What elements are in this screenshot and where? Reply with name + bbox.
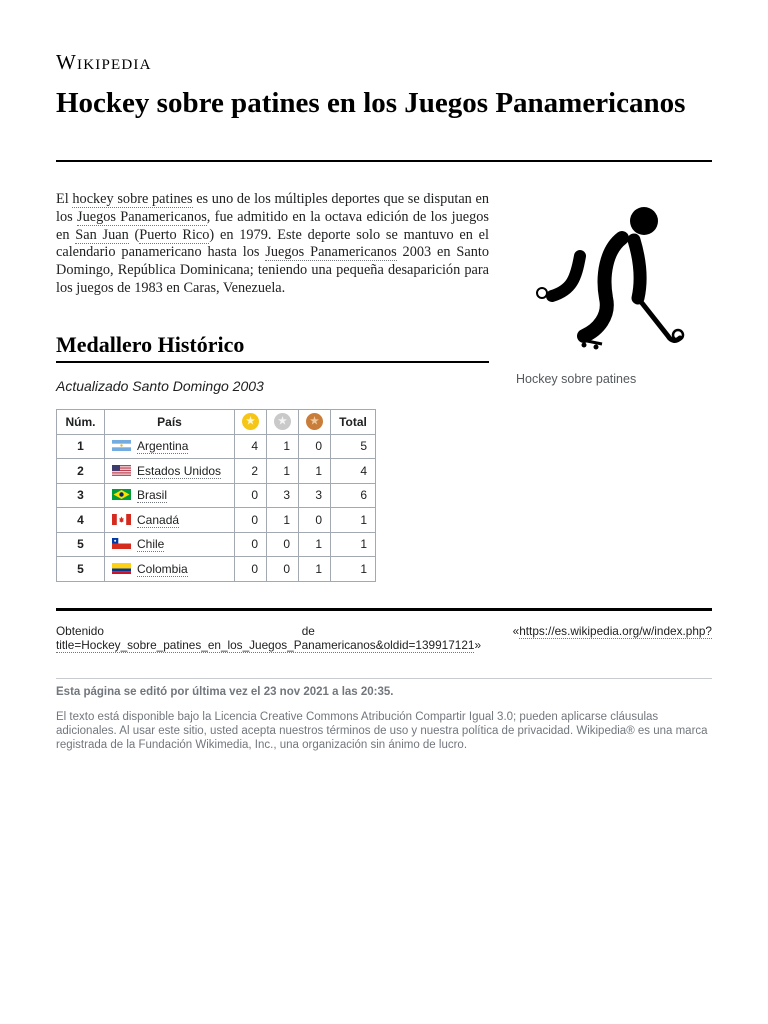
bronze-count-cell: 0 [299, 508, 331, 533]
silver-count-cell: 3 [267, 483, 299, 508]
permanent-link-part1[interactable]: https://es.wikipedia.org/w/index.php? [519, 624, 712, 638]
last-edited-note: Esta página se editó por última vez el 23 nov 2021 a las 20:35. [56, 686, 394, 698]
gold-count-cell: 0 [235, 557, 267, 582]
header-total: Total [331, 410, 376, 435]
rank-cell: 2 [57, 459, 105, 484]
footer-divider [56, 608, 712, 611]
link-juegos-panamericanos[interactable]: Juegos Panamericanos [77, 208, 207, 225]
rank-cell: 1 [57, 434, 105, 459]
permanent-link-part2[interactable]: title=Hockey_sobre_patines_en_los_Juegos_Panamericanos&oldid=139917121 [56, 638, 475, 652]
intro-paragraph: El hockey sobre patines es uno de los múltiples deportes que se disputan en los Juegos Panamericanos, fue admitido en la octava edición de los juegos en San Juan (Puerto Rico) en 1979. Este deporte solo se mantuvo en el calendario panamericano hasta los Juegos Panamericanos 2003 en Santo Domingo, República Dominicana; teniendo una pequeña desaparición para los juegos de 1983 en Caras, Venezuela. [56, 191, 490, 296]
canada-flag-icon [112, 514, 133, 527]
bronze-medal-icon[interactable]: ★ [306, 413, 323, 430]
footer-divider-thin [56, 678, 712, 679]
total-count-cell: 1 [331, 532, 376, 557]
table-header-row [57, 410, 376, 435]
wikipedia-wordmark[interactable]: Wikipedia [56, 50, 152, 74]
silver-count-cell: 0 [267, 532, 299, 557]
bronze-count-cell: 1 [299, 532, 331, 557]
bronze-count-cell: 1 [299, 557, 331, 582]
table-row [57, 508, 376, 533]
country-link[interactable]: Colombia [137, 561, 188, 576]
link-juegos-panamericanos-2003[interactable]: Juegos Panamericanos [265, 244, 397, 261]
link-hockey-sobre-patines[interactable]: hockey sobre patines [72, 191, 193, 207]
country-cell [105, 459, 235, 484]
country-link[interactable]: Estados Unidos [137, 463, 222, 478]
silver-medal-header [267, 410, 299, 435]
country-link[interactable]: Brasil [137, 488, 168, 503]
header-pais: País [105, 410, 235, 435]
gold-count-cell: 0 [235, 532, 267, 557]
rank-cell: 3 [57, 483, 105, 508]
colombia-flag-icon [112, 563, 133, 576]
chile-flag-icon [112, 538, 133, 551]
silver-count-cell: 1 [267, 434, 299, 459]
section-divider [56, 361, 489, 363]
table-row [57, 532, 376, 557]
total-count-cell: 4 [331, 459, 376, 484]
bronze-count-cell: 1 [299, 459, 331, 484]
table-row [57, 557, 376, 582]
argentina-flag-icon [112, 440, 133, 453]
bronze-count-cell: 0 [299, 434, 331, 459]
rank-cell: 4 [57, 508, 105, 533]
country-cell [105, 532, 235, 557]
figure-caption: Hockey sobre patines [516, 372, 637, 386]
silver-count-cell: 1 [267, 459, 299, 484]
total-count-cell: 1 [331, 508, 376, 533]
header-num: Núm. [57, 410, 105, 435]
bronze-count-cell: 3 [299, 483, 331, 508]
table-row [57, 434, 376, 459]
gold-medal-icon[interactable]: ★ [242, 413, 259, 430]
total-count-cell: 1 [331, 557, 376, 582]
table-row [57, 483, 376, 508]
country-cell [105, 434, 235, 459]
total-count-cell: 5 [331, 434, 376, 459]
country-link[interactable]: Chile [137, 537, 165, 552]
retrieved-from: Obtenido de «https://es.wikipedia.org/w/index.php? title=Hockey_sobre_patines_en_los_Juegos_Panamericanos&oldid=139917121» [56, 624, 712, 652]
country-cell [105, 557, 235, 582]
country-link[interactable]: Argentina [137, 439, 189, 454]
usa-flag-icon [112, 465, 133, 478]
silver-count-cell: 0 [267, 557, 299, 582]
license-text: El texto está disponible bajo la Licencia Creative Commons Atribución Compartir Igual 3.0; pueden aplicarse cláusulas adicionales. Al usar este sitio, usted acepta nuestros términos de uso y nuestra política de privacidad. Wikipedia® es una marca registrada de la Fundación Wikimedia, Inc., una organización sin ánimo de lucro. [56, 711, 708, 752]
title-divider [56, 160, 712, 162]
gold-count-cell: 0 [235, 508, 267, 533]
gold-count-cell: 2 [235, 459, 267, 484]
rank-cell: 5 [57, 532, 105, 557]
roller-hockey-pictogram-icon[interactable] [510, 198, 690, 368]
total-count-cell: 6 [331, 483, 376, 508]
silver-medal-icon[interactable]: ★ [274, 413, 291, 430]
bronze-medal-header [299, 410, 331, 435]
country-link[interactable]: Canadá [137, 512, 180, 527]
update-note: Actualizado Santo Domingo 2003 [56, 378, 264, 394]
gold-count-cell: 0 [235, 483, 267, 508]
brazil-flag-icon [112, 489, 133, 502]
country-cell [105, 508, 235, 533]
medal-table [56, 409, 376, 582]
gold-count-cell: 4 [235, 434, 267, 459]
section-heading-medallero: Medallero Histórico [56, 332, 245, 357]
table-row [57, 459, 376, 484]
link-san-juan[interactable]: San Juan [75, 226, 129, 243]
silver-count-cell: 1 [267, 508, 299, 533]
gold-medal-header [235, 410, 267, 435]
rank-cell: 5 [57, 557, 105, 582]
link-puerto-rico[interactable]: Puerto Rico [139, 226, 210, 243]
country-cell [105, 483, 235, 508]
page-title: Hockey sobre patines en los Juegos Panamericanos [56, 87, 686, 119]
